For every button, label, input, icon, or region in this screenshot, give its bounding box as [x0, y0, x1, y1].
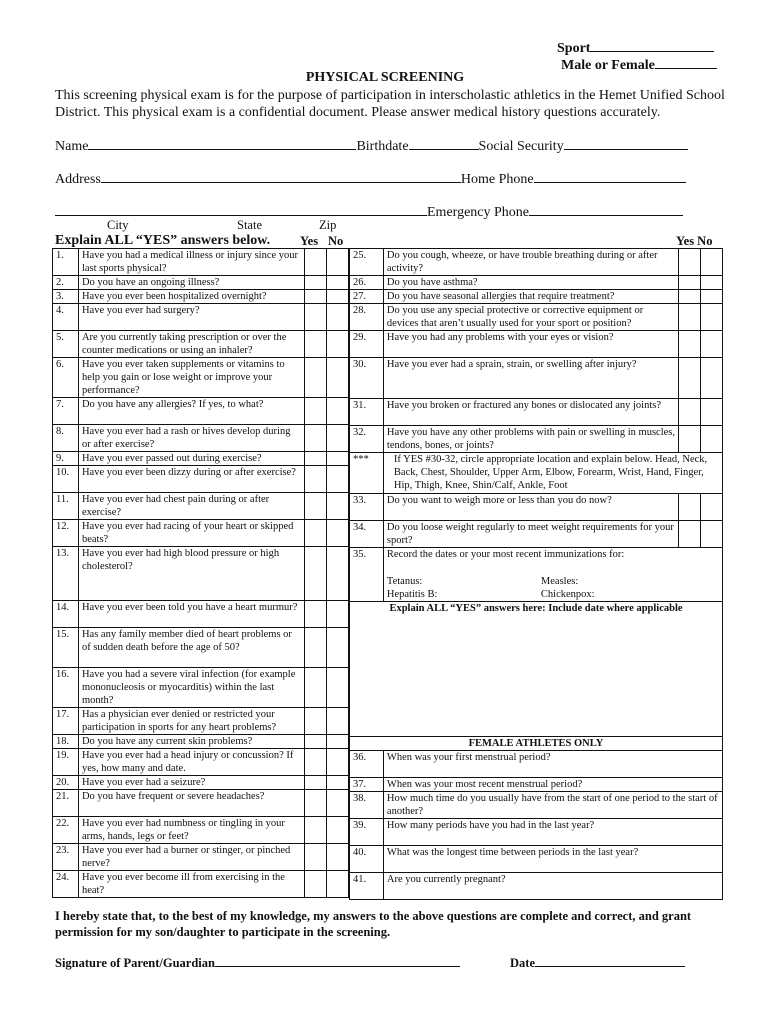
- question-row: [53, 304, 349, 331]
- question-text: Have you ever had numbness or tingling in your arms, hands, legs or feet?: [78, 817, 304, 844]
- question-text: Have you ever had a sprain, strain, or swelling after injury?: [383, 358, 678, 399]
- question-number: 19.: [53, 749, 79, 776]
- question-row: [350, 331, 723, 358]
- yes-no-header-right: Yes No: [676, 234, 713, 248]
- question-text: Do you want to weigh more or less than you do now?: [383, 494, 678, 521]
- question-number: 17.: [53, 708, 79, 735]
- question-number: 24.: [53, 871, 79, 898]
- question-number: 11.: [53, 493, 79, 520]
- no-checkbox[interactable]: [327, 601, 349, 628]
- left-question-table: [52, 248, 349, 898]
- question-text: Do you cough, wheeze, or have trouble breathing during or after activity?: [383, 249, 678, 276]
- intro-text: This screening physical exam is for the purpose of participation in interscholastic athletics in the Hemet Unified School District. This physical exam is a confidential document. Please answer medical history questions accurately.: [55, 88, 725, 120]
- question-row: [53, 290, 349, 304]
- question-row: [53, 547, 349, 601]
- no-checkbox[interactable]: [701, 494, 723, 521]
- question-number: 22.: [53, 817, 79, 844]
- city-state-zip-line[interactable]: [55, 202, 427, 216]
- no-checkbox[interactable]: [701, 276, 723, 290]
- address-line[interactable]: [101, 169, 461, 183]
- question-number: 5.: [53, 331, 79, 358]
- question-text: Record the dates or your most recent immunizations for:: [386, 549, 625, 560]
- question-row: [53, 817, 349, 844]
- question-number: 15.: [53, 628, 79, 668]
- question-row: [350, 249, 723, 276]
- yes-checkbox[interactable]: [305, 844, 327, 871]
- no-checkbox[interactable]: [327, 844, 349, 871]
- no-checkbox[interactable]: [327, 493, 349, 520]
- question-number: 10.: [53, 466, 79, 493]
- no-checkbox[interactable]: [327, 304, 349, 331]
- question-number: 4.: [53, 304, 79, 331]
- sport-label: Sport: [557, 41, 591, 56]
- yes-checkbox[interactable]: [679, 521, 701, 548]
- question-text: What was the longest time between periods in the last year?: [383, 846, 722, 873]
- signature-line[interactable]: [215, 953, 460, 967]
- immunization-row: [350, 548, 723, 602]
- question-number: 36.: [350, 751, 384, 778]
- question-text: Have you ever been dizzy during or after exercise?: [78, 466, 304, 493]
- explain-area[interactable]: [350, 602, 723, 737]
- yes-checkbox[interactable]: [679, 399, 701, 426]
- yes-checkbox[interactable]: [305, 735, 327, 749]
- yes-checkbox[interactable]: [679, 290, 701, 304]
- question-number: 20.: [53, 776, 79, 790]
- question-row: [53, 466, 349, 493]
- no-checkbox[interactable]: [327, 276, 349, 290]
- question-row: [350, 873, 723, 900]
- question-text: Do you have an ongoing illness?: [78, 276, 304, 290]
- question-text: Do you have asthma?: [383, 276, 678, 290]
- question-number: 3.: [53, 290, 79, 304]
- question-text: When was your first menstrual period?: [383, 751, 722, 778]
- question-text: Have you ever had a rash or hives develop during or after exercise?: [78, 425, 304, 452]
- question-row: [53, 708, 349, 735]
- no-checkbox[interactable]: [327, 466, 349, 493]
- home-phone-line[interactable]: [534, 169, 686, 183]
- question-number: 32.: [350, 426, 384, 453]
- question-text: Has any family member died of heart problems or of sudden death before the age of 50?: [78, 628, 304, 668]
- question-number: 14.: [53, 601, 79, 628]
- yes-checkbox[interactable]: [305, 601, 327, 628]
- yes-checkbox[interactable]: [305, 668, 327, 708]
- question-text: Has a physician ever denied or restricted your participation in sports for any heart problems?: [78, 708, 304, 735]
- question-row: [53, 776, 349, 790]
- right-question-table: [349, 248, 723, 900]
- question-row: [350, 276, 723, 290]
- no-checkbox[interactable]: [327, 776, 349, 790]
- question-number: 30.: [350, 358, 384, 399]
- body-location-row: [350, 453, 723, 494]
- question-text: Do you use any special protective or corrective equipment or devices that aren’t usually used for your sport or position?: [383, 304, 678, 331]
- no-checkbox[interactable]: [327, 708, 349, 735]
- question-row: [350, 846, 723, 873]
- signature-row: [55, 953, 460, 971]
- question-row: [53, 358, 349, 398]
- question-text: Have you ever taken supplements or vitamins to help you gain or lose weight or improve your performance?: [78, 358, 304, 398]
- no-checkbox[interactable]: [327, 749, 349, 776]
- explain-applicable-heading: Explain ALL “YES” answers here: Include date where applicable: [389, 603, 683, 614]
- question-text: Do you loose weight regularly to meet weight requirements for your sport?: [383, 521, 678, 548]
- no-checkbox[interactable]: [701, 521, 723, 548]
- question-number: 8.: [53, 425, 79, 452]
- question-number: 25.: [350, 249, 384, 276]
- no-checkbox[interactable]: [327, 628, 349, 668]
- no-checkbox[interactable]: [701, 249, 723, 276]
- no-checkbox[interactable]: [327, 817, 349, 844]
- address-row: [55, 169, 686, 188]
- zip-label: Zip: [319, 218, 337, 232]
- ssn-line[interactable]: [564, 136, 688, 150]
- question-text: Do you have any allergies? If yes, to what?: [78, 398, 304, 425]
- name-row: [55, 136, 688, 155]
- yes-header-left: Yes: [300, 234, 319, 248]
- question-text: Have you ever had a seizure?: [78, 776, 304, 790]
- female-heading-row: [350, 737, 723, 751]
- yes-checkbox[interactable]: [305, 249, 327, 276]
- question-text: Have you had a medical illness or injury since your last sports physical?: [78, 249, 304, 276]
- body-location-note: If YES #30-32, circle appropriate location and explain below. Head, Neck, Back, Chest, Shoulder, Upper Arm, Elbow, Forearm, Wrist, Hand, Finger, Hip, Thigh, Knee, Shin/Calf, Ankle, Foot: [383, 453, 722, 494]
- question-row: [53, 398, 349, 425]
- no-checkbox[interactable]: [327, 290, 349, 304]
- immunization-cell: [383, 548, 722, 602]
- yes-checkbox[interactable]: [305, 466, 327, 493]
- date-line[interactable]: [535, 953, 685, 967]
- question-text: How many periods have you had in the last year?: [383, 819, 722, 846]
- no-checkbox[interactable]: [327, 790, 349, 817]
- hepatitis-label: Hepatitis B:: [386, 589, 438, 600]
- question-text: Are you currently taking prescription or over the counter medications or using an inhaler?: [78, 331, 304, 358]
- question-text: Have you had a severe viral infection (for example mononucleosis or myocarditis) within the last month?: [78, 668, 304, 708]
- yes-checkbox[interactable]: [305, 871, 327, 898]
- yes-checkbox[interactable]: [305, 276, 327, 290]
- address-label: Address: [55, 172, 101, 187]
- chickenpox-label: Chickenpox:: [540, 589, 595, 600]
- question-number: 39.: [350, 819, 384, 846]
- gender-line[interactable]: [655, 55, 717, 69]
- yes-checkbox[interactable]: [305, 452, 327, 466]
- sport-line[interactable]: [590, 38, 714, 52]
- question-row: [53, 628, 349, 668]
- question-row: [350, 494, 723, 521]
- yes-checkbox[interactable]: [305, 425, 327, 452]
- measles-label: Measles:: [540, 576, 579, 587]
- question-text: Have you have any other problems with pain or swelling in muscles, tendons, bones, or joints?: [383, 426, 678, 453]
- question-text: Have you had any problems with your eyes or vision?: [383, 331, 678, 358]
- question-text: Have you ever had a burner or stinger, or pinched nerve?: [78, 844, 304, 871]
- no-checkbox[interactable]: [327, 547, 349, 601]
- question-text: Have you ever had surgery?: [78, 304, 304, 331]
- explain-row: [350, 602, 723, 737]
- question-row: [350, 819, 723, 846]
- gender-label: Male or Female: [561, 58, 655, 73]
- birthdate-label: Birthdate: [356, 139, 409, 154]
- female-athletes-heading: FEMALE ATHLETES ONLY: [350, 737, 723, 751]
- name-label: Name: [55, 139, 89, 154]
- no-header-left: No: [328, 234, 344, 248]
- no-checkbox[interactable]: [701, 290, 723, 304]
- yes-checkbox[interactable]: [305, 547, 327, 601]
- question-text: Have you ever had a head injury or concussion? If yes, how many and date.: [78, 749, 304, 776]
- question-row: [350, 399, 723, 426]
- question-number: 23.: [53, 844, 79, 871]
- yes-checkbox[interactable]: [305, 520, 327, 547]
- no-checkbox[interactable]: [701, 304, 723, 331]
- yes-checkbox[interactable]: [305, 817, 327, 844]
- no-checkbox[interactable]: [701, 399, 723, 426]
- question-row: [350, 521, 723, 548]
- yes-checkbox[interactable]: [679, 249, 701, 276]
- question-text: Do you have any current skin problems?: [78, 735, 304, 749]
- question-row: [53, 871, 349, 898]
- question-number: 18.: [53, 735, 79, 749]
- no-checkbox[interactable]: [701, 426, 723, 453]
- emergency-phone-line[interactable]: [529, 202, 683, 216]
- question-row: [53, 749, 349, 776]
- question-row: [53, 276, 349, 290]
- question-number: 41.: [350, 873, 384, 900]
- question-number: 33.: [350, 494, 384, 521]
- question-row: [350, 778, 723, 792]
- no-checkbox[interactable]: [327, 871, 349, 898]
- tetanus-label: Tetanus:: [386, 576, 423, 587]
- no-checkbox[interactable]: [701, 331, 723, 358]
- home-phone-label: Home Phone: [460, 172, 534, 187]
- question-row: [53, 668, 349, 708]
- signature-label: Signature of Parent/Guardian: [55, 956, 215, 970]
- question-text: Have you ever had racing of your heart or skipped beats?: [78, 520, 304, 547]
- question-text: Have you ever been told you have a heart murmur?: [78, 601, 304, 628]
- question-row: [350, 792, 723, 819]
- question-number: 2.: [53, 276, 79, 290]
- no-checkbox[interactable]: [327, 331, 349, 358]
- question-row: [350, 304, 723, 331]
- yes-checkbox[interactable]: [305, 331, 327, 358]
- question-text: Have you ever become ill from exercising in the heat?: [78, 871, 304, 898]
- yes-checkbox[interactable]: [305, 776, 327, 790]
- question-row: [53, 520, 349, 547]
- no-checkbox[interactable]: [327, 425, 349, 452]
- question-row: [53, 844, 349, 871]
- yes-checkbox[interactable]: [305, 290, 327, 304]
- question-number: 27.: [350, 290, 384, 304]
- yes-checkbox[interactable]: [305, 398, 327, 425]
- question-row: [53, 735, 349, 749]
- city-label: City: [107, 218, 129, 232]
- question-number: 31.: [350, 399, 384, 426]
- question-row: [350, 358, 723, 399]
- question-text: Are you currently pregnant?: [383, 873, 722, 900]
- question-number: 16.: [53, 668, 79, 708]
- question-text: Do you have seasonal allergies that require treatment?: [383, 290, 678, 304]
- yes-checkbox[interactable]: [679, 331, 701, 358]
- question-number: 6.: [53, 358, 79, 398]
- question-row: [53, 452, 349, 466]
- no-checkbox[interactable]: [327, 358, 349, 398]
- yes-checkbox[interactable]: [305, 304, 327, 331]
- question-number: 7.: [53, 398, 79, 425]
- yes-checkbox[interactable]: [679, 426, 701, 453]
- question-number: 38.: [350, 792, 384, 819]
- question-row: [53, 493, 349, 520]
- question-number: ***: [350, 453, 384, 494]
- question-text: Do you have frequent or severe headaches?: [78, 790, 304, 817]
- yes-checkbox[interactable]: [679, 358, 701, 399]
- question-number: 12.: [53, 520, 79, 547]
- question-text: When was your most recent menstrual period?: [383, 778, 722, 792]
- question-number: 37.: [350, 778, 384, 792]
- question-row: [350, 290, 723, 304]
- no-checkbox[interactable]: [327, 668, 349, 708]
- question-text: Have you broken or fractured any bones or dislocated any joints?: [383, 399, 678, 426]
- question-text: Have you ever had chest pain during or after exercise?: [78, 493, 304, 520]
- yes-checkbox[interactable]: [305, 358, 327, 398]
- yes-checkbox[interactable]: [305, 708, 327, 735]
- explain-heading: Explain ALL “YES” answers below.: [55, 233, 271, 248]
- no-checkbox[interactable]: [327, 249, 349, 276]
- yes-checkbox[interactable]: [679, 276, 701, 290]
- yes-checkbox[interactable]: [679, 304, 701, 331]
- yes-checkbox[interactable]: [679, 494, 701, 521]
- question-row: [350, 751, 723, 778]
- page-title: PHYSICAL SCREENING: [305, 70, 465, 85]
- consent-statement: I hereby state that, to the best of my knowledge, my answers to the above questions are complete and correct, and grant permission for my son/daughter to participate in the screening.: [55, 909, 692, 939]
- question-number: 13.: [53, 547, 79, 601]
- no-checkbox[interactable]: [701, 358, 723, 399]
- question-number: 21.: [53, 790, 79, 817]
- question-row: [53, 425, 349, 452]
- question-row: [53, 249, 349, 276]
- emergency-row: [55, 202, 683, 221]
- question-number: 9.: [53, 452, 79, 466]
- birthdate-line[interactable]: [409, 136, 479, 150]
- yes-checkbox[interactable]: [305, 790, 327, 817]
- state-label: State: [237, 218, 262, 232]
- question-number: 26.: [350, 276, 384, 290]
- question-text: Have you ever been hospitalized overnight?: [78, 290, 304, 304]
- name-line[interactable]: [88, 136, 356, 150]
- date-label: Date: [510, 956, 535, 970]
- question-text: Have you ever had high blood pressure or high cholesterol?: [78, 547, 304, 601]
- yes-checkbox[interactable]: [305, 628, 327, 668]
- ssn-label: Social Security: [478, 139, 564, 154]
- no-checkbox[interactable]: [327, 735, 349, 749]
- yes-checkbox[interactable]: [305, 749, 327, 776]
- question-row: [53, 601, 349, 628]
- question-number: 34.: [350, 521, 384, 548]
- question-text: Have you ever passed out during exercise?: [78, 452, 304, 466]
- question-number: 35.: [350, 548, 384, 602]
- question-number: 29.: [350, 331, 384, 358]
- question-row: [53, 331, 349, 358]
- emergency-phone-label: Emergency Phone: [427, 205, 529, 220]
- question-row: [53, 790, 349, 817]
- question-number: 28.: [350, 304, 384, 331]
- no-checkbox[interactable]: [327, 452, 349, 466]
- no-checkbox[interactable]: [327, 398, 349, 425]
- question-row: [350, 426, 723, 453]
- question-number: 40.: [350, 846, 384, 873]
- date-row: [510, 953, 685, 971]
- no-checkbox[interactable]: [327, 520, 349, 547]
- question-number: 1.: [53, 249, 79, 276]
- question-text: How much time do you usually have from the start of one period to the start of another?: [383, 792, 722, 819]
- yes-checkbox[interactable]: [305, 493, 327, 520]
